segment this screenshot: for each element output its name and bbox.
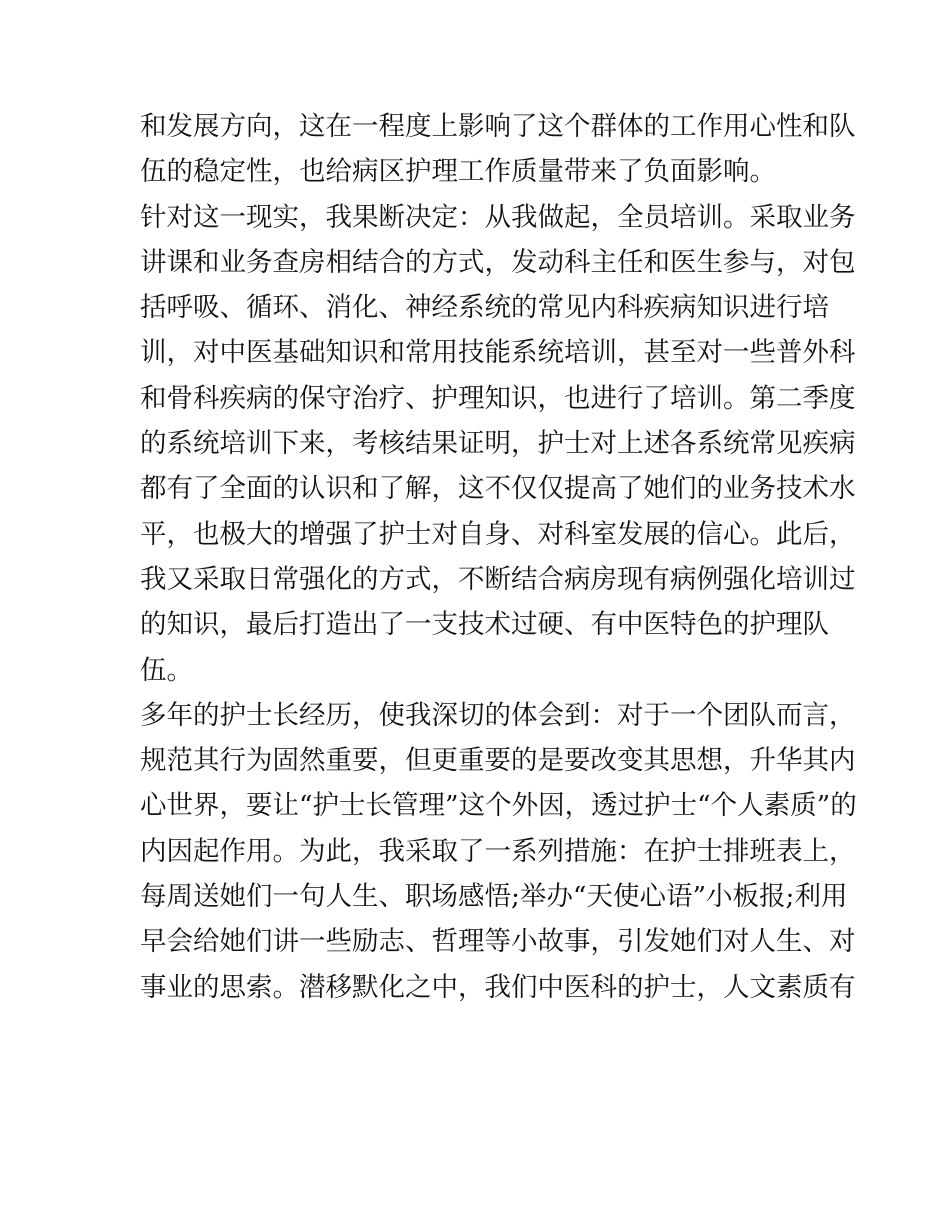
document-body <box>140 104 857 1010</box>
text-line: 和骨科疾病的保守治疗、护理知识，也进行了培训。第二季度 <box>140 382 856 414</box>
text-line: 讲课和业务查房相结合的方式，发动科主任和医生参与，对包 <box>140 246 856 278</box>
text-line: 的知识，最后打造出了一支技术过硬、有中医特色的护理队 <box>140 609 829 641</box>
text-line: 多年的护士长经历，使我深切的体会到：对于一个团队而言， <box>140 699 856 731</box>
text-line: 事业的思索。潜移默化之中，我们中医科的护士，人文素质有 <box>140 971 856 1003</box>
text-line: 括呼吸、循环、消化、神经系统的常见内科疾病知识进行培 <box>140 292 829 324</box>
text-line: 早会给她们讲一些励志、哲理等小故事，引发她们对人生、对 <box>140 926 856 958</box>
text-line: 针对这一现实，我果断决定：从我做起，全员培训。采取业务 <box>140 201 856 233</box>
text-line: 内因起作用。为此，我采取了一系列措施：在护士排班表上， <box>140 835 856 867</box>
text-line: 训，对中医基础知识和常用技能系统培训，甚至对一些普外科 <box>140 337 856 369</box>
text-line: 都有了全面的认识和了解，这不仅仅提高了她们的业务技术水 <box>140 473 856 505</box>
text-line: 心世界，要让“护士长管理”这个外因，透过护士“个人素质”的 <box>140 790 857 822</box>
text-line: 伍的稳定性，也给病区护理工作质量带来了负面影响。 <box>140 156 776 188</box>
text-line: 伍。 <box>140 654 193 686</box>
text-line: 的系统培训下来，考核结果证明，护士对上述各系统常见疾病 <box>140 428 856 460</box>
text-line: 每周送她们一句人生、职场感悟;举办“天使心语”小板报;利用 <box>140 881 848 913</box>
text-line: 我又采取日常强化的方式，不断结合病房现有病例强化培训过 <box>140 563 856 595</box>
text-line: 和发展方向，这在一程度上影响了这个群体的工作用心性和队 <box>140 111 856 142</box>
text-line: 规范其行为固然重要，但更重要的是要改变其思想，升华其内 <box>140 745 856 777</box>
text-line: 平，也极大的增强了护士对自身、对科室发展的信心。此后， <box>140 518 856 550</box>
